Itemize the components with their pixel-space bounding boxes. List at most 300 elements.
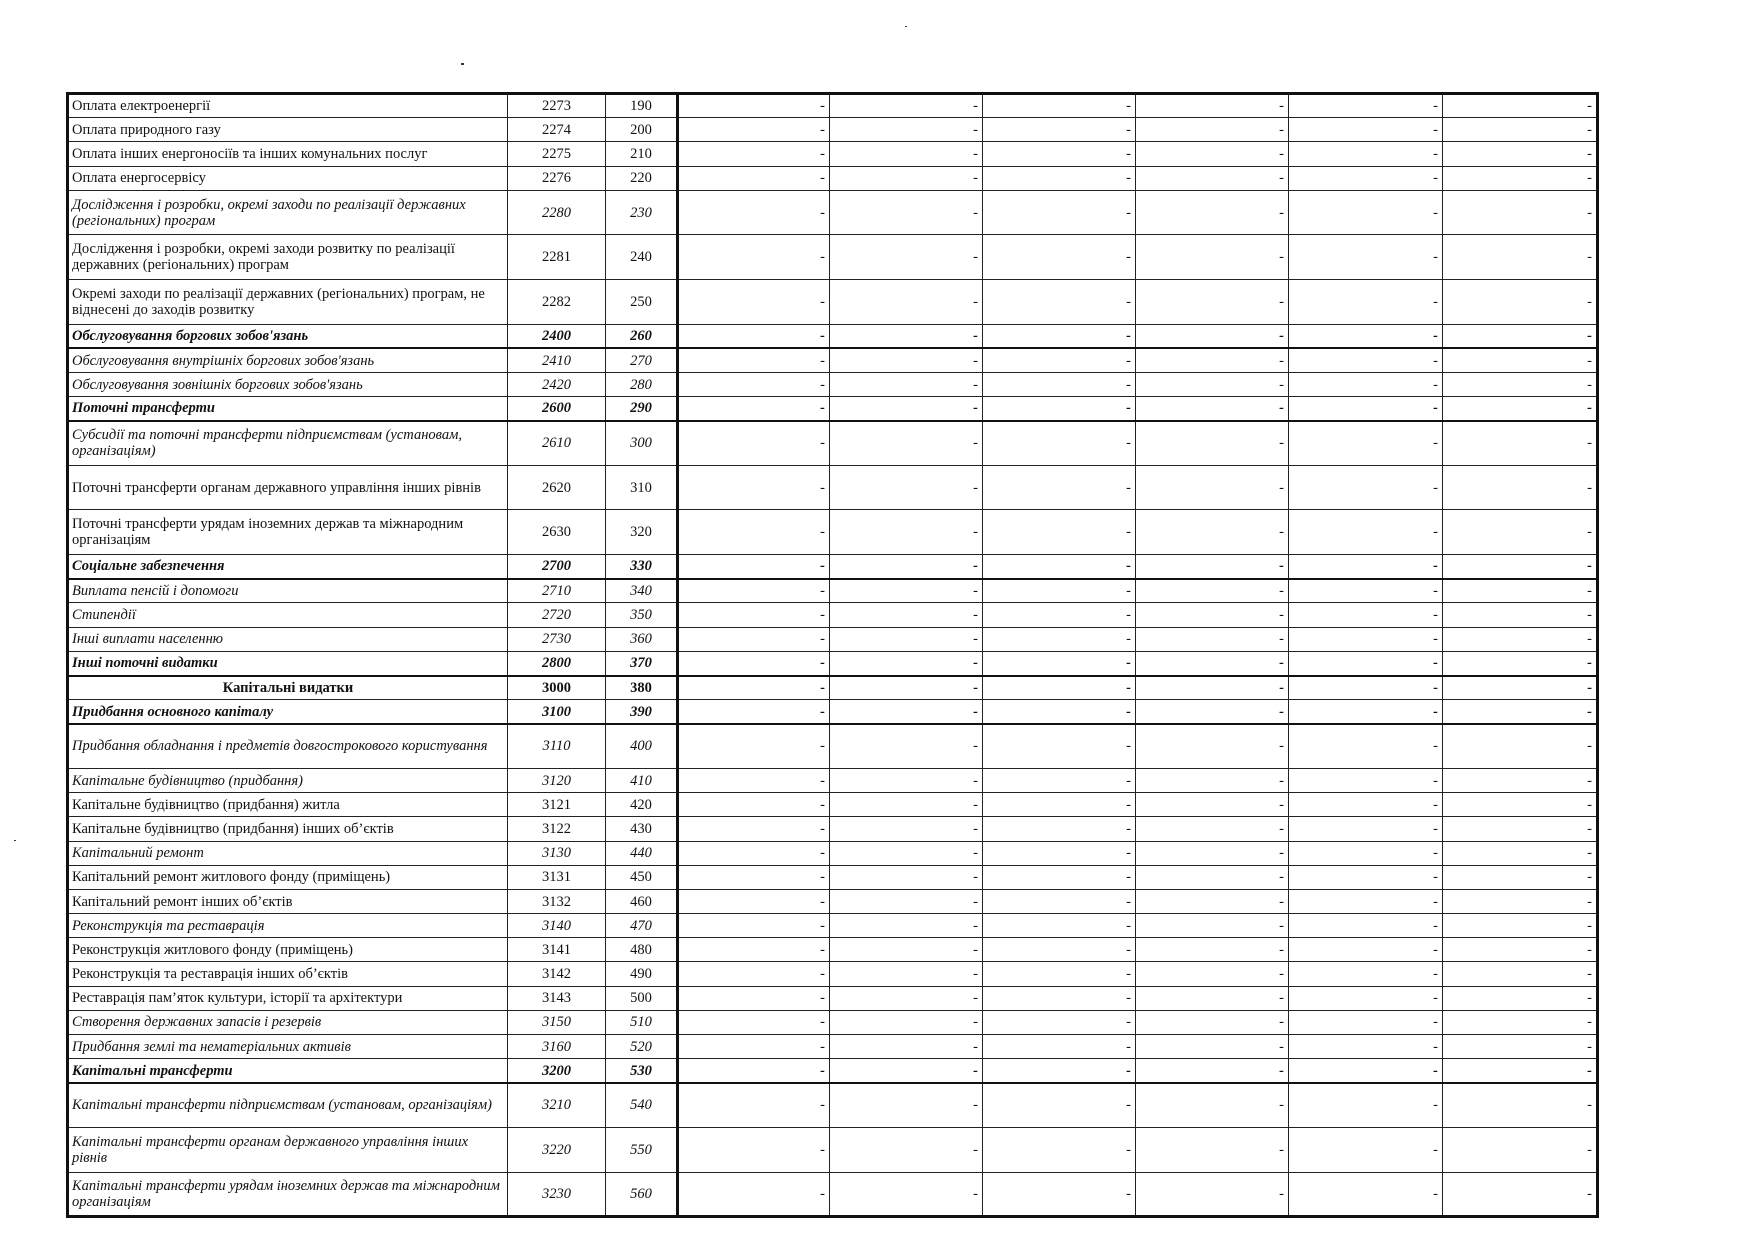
row-value-cell: -: [830, 397, 983, 421]
row-code: 3130: [508, 841, 606, 865]
row-label: Інші виплати населенню: [68, 627, 508, 651]
row-value-cell: -: [1289, 235, 1443, 280]
row-value-cell: -: [1289, 348, 1443, 372]
row-code: 3230: [508, 1172, 606, 1217]
row-value-cell: -: [830, 889, 983, 913]
row-value-cell: -: [678, 768, 830, 792]
table-row: [68, 768, 1598, 792]
row-value-cell: -: [678, 1059, 830, 1083]
row-line-number: 450: [606, 865, 678, 889]
row-code: 3121: [508, 793, 606, 817]
row-value-cell: -: [1443, 94, 1598, 118]
row-value-cell: -: [1289, 579, 1443, 603]
row-value-cell: -: [1136, 889, 1289, 913]
row-value-cell: -: [1443, 676, 1598, 700]
row-label: Капітальні трансферти підприємствам (установам, організаціям): [68, 1083, 508, 1128]
row-value-cell: -: [830, 1010, 983, 1034]
row-value-cell: -: [678, 700, 830, 724]
row-value-cell: -: [1443, 938, 1598, 962]
row-label: Дослідження і розробки, окремі заходи розвитку по реалізації державних (регіональних) програм: [68, 235, 508, 280]
table-row: [68, 986, 1598, 1010]
row-value-cell: -: [678, 1083, 830, 1128]
row-value-cell: -: [678, 465, 830, 510]
row-value-cell: -: [1443, 1035, 1598, 1059]
row-code: 3132: [508, 889, 606, 913]
row-value-cell: -: [1136, 865, 1289, 889]
row-value-cell: -: [830, 627, 983, 651]
row-value-cell: -: [1136, 279, 1289, 324]
row-code: 2610: [508, 421, 606, 466]
table-row: [68, 235, 1598, 280]
row-value-cell: -: [983, 118, 1136, 142]
row-value-cell: -: [1443, 118, 1598, 142]
row-code: 3000: [508, 676, 606, 700]
row-value-cell: -: [678, 1128, 830, 1173]
row-code: 2600: [508, 397, 606, 421]
row-value-cell: -: [1443, 724, 1598, 769]
row-value-cell: -: [830, 1059, 983, 1083]
row-value-cell: -: [1443, 279, 1598, 324]
row-value-cell: -: [1136, 938, 1289, 962]
row-value-cell: -: [1136, 190, 1289, 235]
table-row: [68, 889, 1598, 913]
table-row: [68, 962, 1598, 986]
row-value-cell: -: [1289, 1128, 1443, 1173]
row-label: Оплата електроенергії: [68, 94, 508, 118]
table-row: [68, 603, 1598, 627]
row-value-cell: -: [1289, 118, 1443, 142]
row-line-number: 550: [606, 1128, 678, 1173]
row-label: Придбання обладнання і предметів довгострокового користування: [68, 724, 508, 769]
row-code: 3110: [508, 724, 606, 769]
row-line-number: 430: [606, 817, 678, 841]
table-row: [68, 841, 1598, 865]
row-label: Окремі заходи по реалізації державних (регіональних) програм, не віднесені до заходів розвитку: [68, 279, 508, 324]
row-value-cell: -: [1289, 1172, 1443, 1217]
row-value-cell: -: [830, 142, 983, 166]
row-code: 3220: [508, 1128, 606, 1173]
row-value-cell: -: [1289, 817, 1443, 841]
row-value-cell: -: [983, 465, 1136, 510]
row-label: Поточні трансферти урядам іноземних держав та міжнародним організаціям: [68, 510, 508, 555]
row-label: Поточні трансферти: [68, 397, 508, 421]
row-line-number: 440: [606, 841, 678, 865]
row-label: Обслуговування боргових зобов'язань: [68, 324, 508, 348]
table-row: [68, 372, 1598, 396]
row-value-cell: -: [830, 962, 983, 986]
row-value-cell: -: [1136, 986, 1289, 1010]
row-code: 2274: [508, 118, 606, 142]
row-value-cell: -: [1289, 865, 1443, 889]
row-code: 2275: [508, 142, 606, 166]
table-row: [68, 938, 1598, 962]
row-value-cell: -: [1289, 555, 1443, 579]
row-value-cell: -: [983, 94, 1136, 118]
row-value-cell: -: [1289, 986, 1443, 1010]
row-line-number: 320: [606, 510, 678, 555]
row-value-cell: -: [1443, 372, 1598, 396]
row-value-cell: -: [983, 324, 1136, 348]
row-value-cell: -: [1443, 1128, 1598, 1173]
row-code: 3200: [508, 1059, 606, 1083]
row-value-cell: -: [1443, 793, 1598, 817]
row-line-number: 490: [606, 962, 678, 986]
row-value-cell: -: [678, 865, 830, 889]
row-value-cell: -: [678, 94, 830, 118]
row-value-cell: -: [1289, 841, 1443, 865]
row-value-cell: -: [1289, 651, 1443, 675]
row-line-number: 250: [606, 279, 678, 324]
row-value-cell: -: [678, 938, 830, 962]
row-value-cell: -: [678, 817, 830, 841]
row-value-cell: -: [830, 700, 983, 724]
row-value-cell: -: [1136, 841, 1289, 865]
row-code: 2273: [508, 94, 606, 118]
row-line-number: 510: [606, 1010, 678, 1034]
row-label: Капітальний ремонт: [68, 841, 508, 865]
row-value-cell: -: [1136, 324, 1289, 348]
row-value-cell: -: [983, 889, 1136, 913]
row-value-cell: -: [830, 793, 983, 817]
row-value-cell: -: [983, 235, 1136, 280]
table-row: [68, 793, 1598, 817]
row-value-cell: -: [983, 841, 1136, 865]
row-value-cell: -: [1289, 465, 1443, 510]
table-row: [68, 1083, 1598, 1128]
row-value-cell: -: [830, 817, 983, 841]
row-value-cell: -: [830, 348, 983, 372]
row-value-cell: -: [983, 510, 1136, 555]
row-code: 2720: [508, 603, 606, 627]
row-value-cell: -: [830, 372, 983, 396]
row-value-cell: -: [1443, 555, 1598, 579]
row-value-cell: -: [1289, 676, 1443, 700]
row-value-cell: -: [983, 938, 1136, 962]
row-value-cell: -: [830, 579, 983, 603]
row-label: Придбання основного капіталу: [68, 700, 508, 724]
row-value-cell: -: [830, 118, 983, 142]
row-value-cell: -: [983, 579, 1136, 603]
row-line-number: 470: [606, 914, 678, 938]
row-line-number: 220: [606, 166, 678, 190]
row-value-cell: -: [1443, 397, 1598, 421]
row-line-number: 190: [606, 94, 678, 118]
row-value-cell: -: [678, 1035, 830, 1059]
row-label: Придбання землі та нематеріальних активів: [68, 1035, 508, 1059]
row-line-number: 360: [606, 627, 678, 651]
table-row: [68, 724, 1598, 769]
row-value-cell: -: [1443, 421, 1598, 466]
row-label: Оплата природного газу: [68, 118, 508, 142]
table-row: [68, 421, 1598, 466]
row-line-number: 530: [606, 1059, 678, 1083]
row-value-cell: -: [983, 603, 1136, 627]
row-value-cell: -: [983, 348, 1136, 372]
row-line-number: 340: [606, 579, 678, 603]
row-line-number: 540: [606, 1083, 678, 1128]
row-value-cell: -: [678, 166, 830, 190]
row-value-cell: -: [1443, 1059, 1598, 1083]
row-value-cell: -: [678, 889, 830, 913]
table-row: [68, 166, 1598, 190]
row-value-cell: -: [1289, 962, 1443, 986]
row-value-cell: -: [1443, 1172, 1598, 1217]
row-value-cell: -: [830, 676, 983, 700]
row-value-cell: -: [1136, 603, 1289, 627]
row-value-cell: -: [830, 651, 983, 675]
row-value-cell: -: [1136, 817, 1289, 841]
row-value-cell: -: [678, 724, 830, 769]
row-value-cell: -: [1289, 1035, 1443, 1059]
table-body: [68, 94, 1598, 1217]
table-row: [68, 1035, 1598, 1059]
row-value-cell: -: [983, 1172, 1136, 1217]
row-value-cell: -: [983, 817, 1136, 841]
row-value-cell: -: [1443, 889, 1598, 913]
row-value-cell: -: [678, 279, 830, 324]
row-code: 3140: [508, 914, 606, 938]
row-label: Капітальні трансферти: [68, 1059, 508, 1083]
row-value-cell: -: [983, 421, 1136, 466]
row-label: Реставрація пам’яток культури, історії та архітектури: [68, 986, 508, 1010]
row-line-number: 400: [606, 724, 678, 769]
row-value-cell: -: [983, 651, 1136, 675]
row-label: Капітальний ремонт житлового фонду (приміщень): [68, 865, 508, 889]
row-value-cell: -: [1289, 768, 1443, 792]
row-value-cell: -: [1136, 465, 1289, 510]
row-value-cell: -: [678, 962, 830, 986]
row-value-cell: -: [1289, 603, 1443, 627]
row-value-cell: -: [830, 421, 983, 466]
row-code: 2400: [508, 324, 606, 348]
row-value-cell: -: [1443, 1010, 1598, 1034]
row-value-cell: -: [830, 1083, 983, 1128]
row-value-cell: -: [1443, 465, 1598, 510]
row-value-cell: -: [678, 348, 830, 372]
row-value-cell: -: [678, 627, 830, 651]
row-value-cell: -: [830, 235, 983, 280]
row-value-cell: -: [1443, 841, 1598, 865]
row-value-cell: -: [1289, 1010, 1443, 1034]
row-value-cell: -: [1443, 603, 1598, 627]
row-value-cell: -: [1289, 166, 1443, 190]
scan-speck: [14, 840, 16, 841]
row-value-cell: -: [1289, 510, 1443, 555]
row-line-number: 520: [606, 1035, 678, 1059]
row-value-cell: -: [830, 865, 983, 889]
row-code: 3122: [508, 817, 606, 841]
row-value-cell: -: [678, 793, 830, 817]
row-label: Дослідження і розробки, окремі заходи по реалізації державних (регіональних) програм: [68, 190, 508, 235]
row-code: 3142: [508, 962, 606, 986]
table-row: [68, 94, 1598, 118]
row-value-cell: -: [1443, 817, 1598, 841]
row-value-cell: -: [1136, 700, 1289, 724]
row-value-cell: -: [1136, 627, 1289, 651]
row-value-cell: -: [1136, 914, 1289, 938]
row-label: Інші поточні видатки: [68, 651, 508, 675]
row-value-cell: -: [1136, 579, 1289, 603]
row-value-cell: -: [1289, 1083, 1443, 1128]
row-value-cell: -: [678, 510, 830, 555]
row-value-cell: -: [983, 700, 1136, 724]
row-value-cell: -: [678, 1172, 830, 1217]
row-value-cell: -: [1136, 348, 1289, 372]
row-value-cell: -: [830, 1035, 983, 1059]
row-value-cell: -: [678, 235, 830, 280]
table-row: [68, 1128, 1598, 1173]
row-value-cell: -: [830, 914, 983, 938]
row-value-cell: -: [1289, 279, 1443, 324]
row-label: Капітальне будівництво (придбання) інших об’єктів: [68, 817, 508, 841]
row-value-cell: -: [1136, 1172, 1289, 1217]
row-value-cell: -: [983, 793, 1136, 817]
row-label: Стипендії: [68, 603, 508, 627]
row-value-cell: -: [830, 279, 983, 324]
row-value-cell: -: [1289, 190, 1443, 235]
row-value-cell: -: [1289, 627, 1443, 651]
row-label: Субсидії та поточні трансферти підприємствам (установам, організаціям): [68, 421, 508, 466]
row-code: 2281: [508, 235, 606, 280]
table-row: [68, 817, 1598, 841]
row-value-cell: -: [1289, 793, 1443, 817]
row-value-cell: -: [678, 555, 830, 579]
row-value-cell: -: [1443, 142, 1598, 166]
row-value-cell: -: [1289, 724, 1443, 769]
row-value-cell: -: [1136, 372, 1289, 396]
row-value-cell: -: [1136, 962, 1289, 986]
row-value-cell: -: [983, 627, 1136, 651]
row-code: 3131: [508, 865, 606, 889]
row-value-cell: -: [678, 579, 830, 603]
row-line-number: 240: [606, 235, 678, 280]
scan-speck: [461, 63, 464, 65]
row-value-cell: -: [678, 914, 830, 938]
row-code: 3143: [508, 986, 606, 1010]
row-line-number: 310: [606, 465, 678, 510]
row-value-cell: -: [983, 1010, 1136, 1034]
row-value-cell: -: [1136, 1010, 1289, 1034]
row-value-cell: -: [1443, 166, 1598, 190]
row-value-cell: -: [678, 986, 830, 1010]
row-value-cell: -: [1136, 397, 1289, 421]
row-line-number: 210: [606, 142, 678, 166]
row-line-number: 200: [606, 118, 678, 142]
row-label: Створення державних запасів і резервів: [68, 1010, 508, 1034]
row-value-cell: -: [1136, 118, 1289, 142]
row-value-cell: -: [983, 397, 1136, 421]
row-label: Реконструкція та реставрація: [68, 914, 508, 938]
row-value-cell: -: [983, 1128, 1136, 1173]
row-code: 3160: [508, 1035, 606, 1059]
row-value-cell: -: [1289, 700, 1443, 724]
row-line-number: 390: [606, 700, 678, 724]
row-line-number: 300: [606, 421, 678, 466]
row-code: 2420: [508, 372, 606, 396]
row-value-cell: -: [830, 1172, 983, 1217]
row-code: 3150: [508, 1010, 606, 1034]
row-value-cell: -: [1136, 1035, 1289, 1059]
row-value-cell: -: [830, 938, 983, 962]
row-value-cell: -: [1136, 1083, 1289, 1128]
table-row: [68, 1010, 1598, 1034]
row-code: 2276: [508, 166, 606, 190]
row-label: Капітальний ремонт інших об’єктів: [68, 889, 508, 913]
row-value-cell: -: [1443, 190, 1598, 235]
row-value-cell: -: [1289, 1059, 1443, 1083]
row-line-number: 280: [606, 372, 678, 396]
row-label: Реконструкція житлового фонду (приміщень): [68, 938, 508, 962]
row-label: Обслуговування внутрішніх боргових зобов'язань: [68, 348, 508, 372]
row-label: Оплата інших енергоносіїв та інших комунальних послуг: [68, 142, 508, 166]
row-value-cell: -: [1443, 627, 1598, 651]
row-value-cell: -: [1136, 676, 1289, 700]
row-value-cell: -: [983, 676, 1136, 700]
row-value-cell: -: [830, 166, 983, 190]
row-value-cell: -: [678, 651, 830, 675]
row-label: Поточні трансферти органам державного управління інших рівнів: [68, 465, 508, 510]
row-value-cell: -: [830, 510, 983, 555]
row-value-cell: -: [1289, 94, 1443, 118]
row-value-cell: -: [678, 676, 830, 700]
row-value-cell: -: [830, 465, 983, 510]
row-value-cell: -: [678, 190, 830, 235]
row-value-cell: -: [1289, 914, 1443, 938]
row-value-cell: -: [983, 372, 1136, 396]
table-row: [68, 651, 1598, 675]
row-value-cell: -: [1443, 651, 1598, 675]
row-value-cell: -: [983, 768, 1136, 792]
row-value-cell: -: [830, 724, 983, 769]
table-row: [68, 579, 1598, 603]
table-row: [68, 510, 1598, 555]
table-row: [68, 118, 1598, 142]
row-value-cell: -: [1443, 1083, 1598, 1128]
row-line-number: 410: [606, 768, 678, 792]
table-row: [68, 700, 1598, 724]
row-value-cell: -: [1136, 142, 1289, 166]
row-label: Капітальні видатки: [68, 676, 508, 700]
row-value-cell: -: [1289, 142, 1443, 166]
row-label: Обслуговування зовнішніх боргових зобов'язань: [68, 372, 508, 396]
row-line-number: 420: [606, 793, 678, 817]
row-code: 3210: [508, 1083, 606, 1128]
row-value-cell: -: [1136, 235, 1289, 280]
table-row: [68, 348, 1598, 372]
row-value-cell: -: [1136, 651, 1289, 675]
row-line-number: 230: [606, 190, 678, 235]
row-value-cell: -: [1443, 579, 1598, 603]
row-label: Соціальне забезпечення: [68, 555, 508, 579]
row-value-cell: -: [983, 279, 1136, 324]
row-code: 2700: [508, 555, 606, 579]
row-label: Капітальні трансферти урядам іноземних держав та міжнародним організаціям: [68, 1172, 508, 1217]
row-value-cell: -: [983, 190, 1136, 235]
row-value-cell: -: [830, 190, 983, 235]
row-value-cell: -: [830, 986, 983, 1010]
row-value-cell: -: [830, 1128, 983, 1173]
table-row: [68, 555, 1598, 579]
row-value-cell: -: [1289, 397, 1443, 421]
row-value-cell: -: [1136, 1059, 1289, 1083]
row-value-cell: -: [983, 865, 1136, 889]
row-value-cell: -: [1136, 421, 1289, 466]
row-value-cell: -: [983, 914, 1136, 938]
row-line-number: 290: [606, 397, 678, 421]
row-line-number: 560: [606, 1172, 678, 1217]
row-value-cell: -: [678, 324, 830, 348]
row-value-cell: -: [830, 555, 983, 579]
